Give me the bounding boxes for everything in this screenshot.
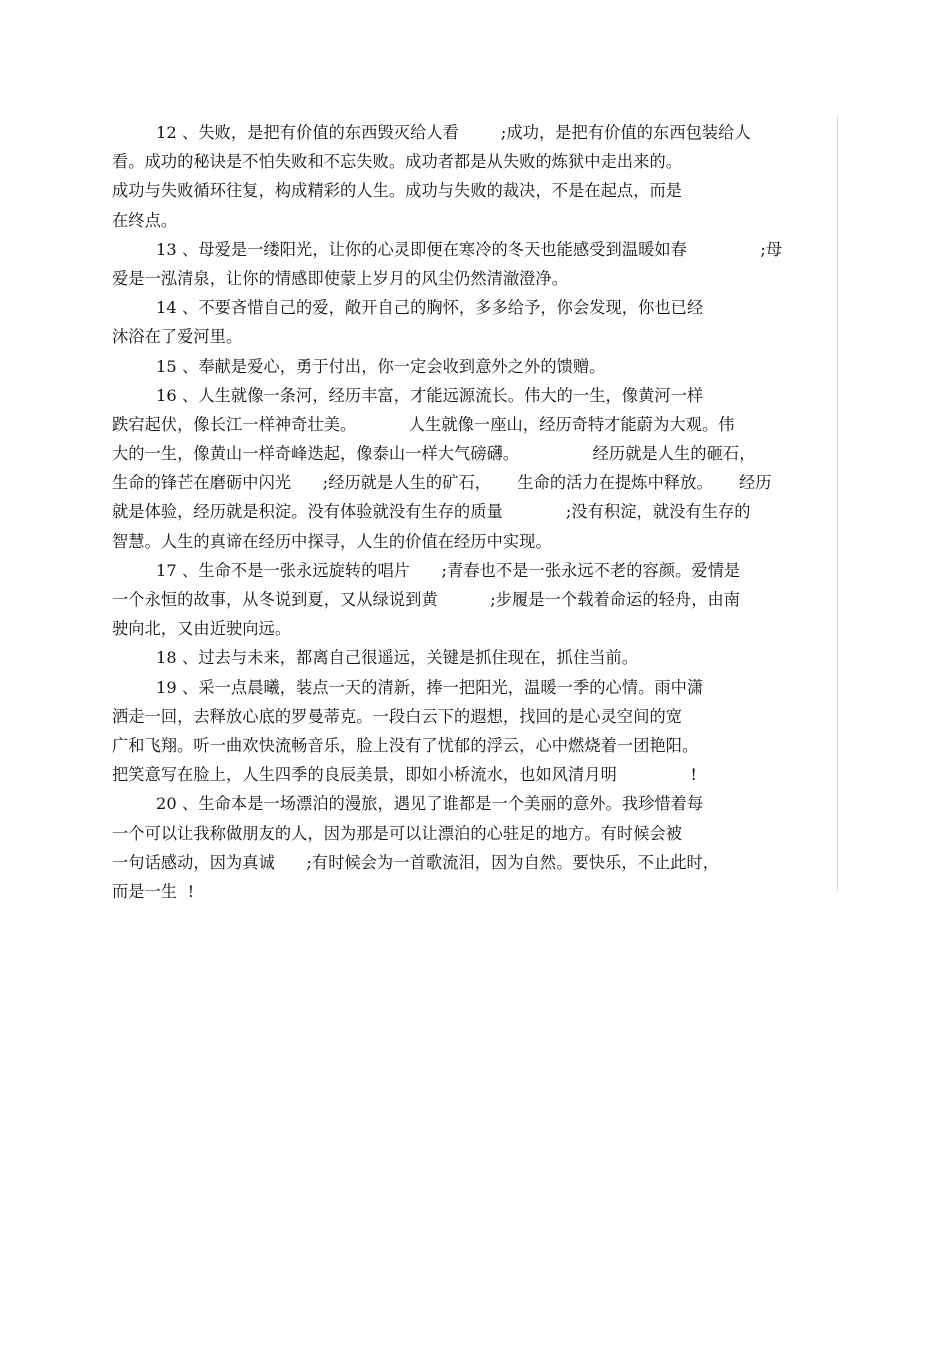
text-line: 18 、过去与未来，都离自己很遥远，关键是抓住现在，抓住当前。 [156,648,639,668]
text-line: 19 、采一点晨曦，装点一天的清新，捧一把阳光，温暖一季的心情。雨中潇 [156,677,704,697]
text-line: 一个可以让我称做朋友的人，因为那是可以让漂泊的心驻足的地方。有时候会被 [112,823,683,843]
text-line: 跌宕起伏，像长江一样神奇壮美。 人生就像一座山，经历奇特才能蔚为大观。伟 [112,414,735,434]
text-line: 看。成功的秘诀是不怕失败和不忘失败。成功者都是从失败的炼狱中走出来的。 [112,152,683,172]
text-line: 在终点。 [112,210,178,230]
text-line: 成功与失败循环往复，构成精彩的人生。成功与失败的裁决，不是在起点，而是 [112,181,683,201]
text-line: 驶向北，又由近驶向远。 [112,619,292,639]
text-line: 12 、失败，是把有价值的东西毁灭给人看 ;成功，是把有价值的东西包装给人 [156,123,751,142]
text-line: 16 、人生就像一条河，经历丰富，才能远源流长。伟大的一生，像黄河一样 [156,385,704,405]
text-line: 13 、母爱是一缕阳光，让你的心灵即便在寒冷的冬天也能感受到温暖如春 ;母 [156,239,783,259]
document-body [112,118,836,906]
text-line: 就是体验，经历就是积淀。没有体验就没有生存的质量 ;没有积淀，就没有生存的 [112,502,751,522]
text-line: 智慧。人生的真谛在经历中探寻，人生的价值在经历中实现。 [112,531,552,551]
text-line: 20 、生命本是一场漂泊的漫旅，遇见了谁都是一个美丽的意外。我珍惜着每 [156,794,704,814]
text-line: 15 、奉献是爱心，勇于付出，你一定会收到意外之外的馈赠。 [156,356,606,376]
page-margin-rule [837,115,838,891]
text-line: 广和飞翔。听一曲欢快流畅音乐，脸上没有了忧郁的浮云，心中燃烧着一团艳阳。 [112,735,699,755]
text-line: 沐浴在了爱河里。 [112,327,243,347]
text-line: 洒走一回，去释放心底的罗曼蒂克。一段白云下的遐想，找回的是心灵空间的宽 [112,706,683,726]
text-line: 而是一生 ! [112,881,195,901]
text-line: 生命的锋芒在磨砺中闪光 ;经历就是人生的矿石， 生命的活力在提炼中释放。 经历 [112,473,772,493]
text-line: 一句话感动，因为真诚 ;有时候会为一首歌流泪，因为自然。要快乐，不止此时， [112,852,720,872]
text-line: 把笑意写在脸上，人生四季的良辰美景，即如小桥流水，也如风清月明 ! [112,765,697,785]
text-line: 一个永恒的故事，从冬说到夏，又从绿说到黄 ;步履是一个载着命运的轻舟，由南 [112,590,741,609]
text-line: 14 、不要吝惜自己的爱，敞开自己的胸怀，多多给予，你会发现，你也已经 [156,298,704,318]
text-line: 17 、生命不是一张永远旋转的唱片 ;青春也不是一张永远不老的容颜。爱情是 [156,560,741,580]
text-line: 爱是一泓清泉，让你的情感即使蒙上岁月的风尘仍然清澈澄净。 [112,268,569,288]
text-line: 大的一生，像黄山一样奇峰迭起，像泰山一样大气磅礴。 经历就是人生的砸石， [112,444,756,464]
